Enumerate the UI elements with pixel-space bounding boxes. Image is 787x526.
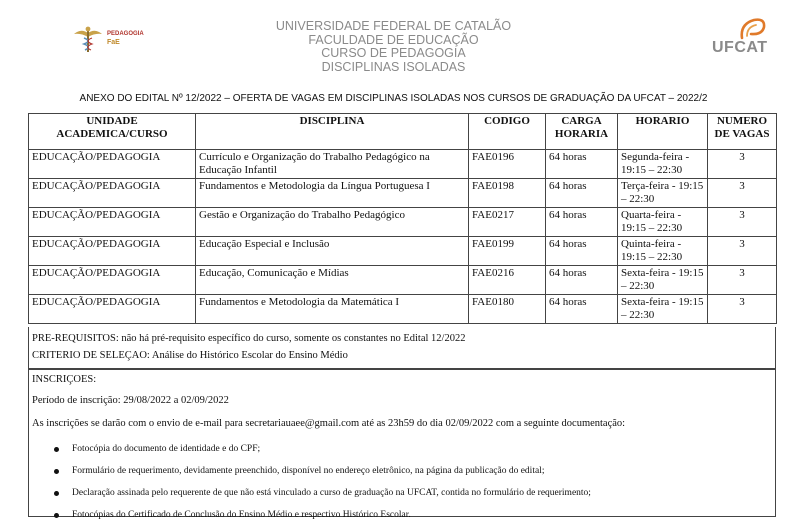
- document-text: Declaração assinada pelo requerente de que não está vinculado a curso de graduação na UFCAT, contida no formulário de requerimento;: [72, 488, 591, 498]
- cell-vagas: 3: [708, 150, 777, 179]
- cell-codigo: FAE0180: [469, 295, 546, 324]
- cell-disciplina: Currículo e Organização do Trabalho Pedagógico na Educação Infantil: [196, 150, 469, 179]
- table-row: [29, 208, 777, 237]
- bullet-icon: [54, 469, 59, 474]
- cell-codigo: FAE0199: [469, 237, 546, 266]
- list-item: [54, 462, 771, 484]
- title-course: CURSO DE PEDAGOGIA: [321, 46, 466, 60]
- cell-disciplina: Fundamentos e Metodologia da Matemática I: [196, 295, 469, 324]
- title-university: UNIVERSIDADE FEDERAL DE CATALÃO: [275, 19, 512, 33]
- table-row: [29, 237, 777, 266]
- document-text: Fotocópia do documento de identidade e do CPF;: [72, 444, 261, 454]
- cell-disciplina: Educação, Comunicação e Mídias: [196, 266, 469, 295]
- bullet-icon: [54, 447, 59, 452]
- cell-disciplina: Fundamentos e Metodologia da Língua Portuguesa I: [196, 179, 469, 208]
- cell-carga: 64 horas: [546, 295, 618, 324]
- ufcat-logo: [708, 16, 774, 60]
- logo-line-pedagogia: PEDAGOGIA: [107, 31, 144, 37]
- cell-unidade: EDUCAÇÃO/PEDAGOGIA: [29, 208, 196, 237]
- list-item: [54, 506, 771, 526]
- required-documents-list: [54, 440, 771, 526]
- header-carga: CARGA HORARIA: [546, 114, 618, 150]
- cell-codigo: FAE0198: [469, 179, 546, 208]
- cell-vagas: 3: [708, 266, 777, 295]
- registration-box: [28, 369, 776, 520]
- cell-carga: 64 horas: [546, 179, 618, 208]
- table-row: [29, 179, 777, 208]
- cell-horario: Quinta-feira - 19:15 – 22:30: [618, 237, 708, 266]
- selection-criteria-text: CRITERIO DE SELEÇAO: Análise do Histórico Escolar do Ensino Médio: [32, 350, 348, 361]
- header-horario: HORARIO: [618, 114, 708, 150]
- cell-horario: Segunda-feira - 19:15 – 22:30: [618, 150, 708, 179]
- document-header: [0, 0, 787, 84]
- registration-heading: INSCRIÇOES:: [32, 374, 97, 385]
- cell-carga: 64 horas: [546, 266, 618, 295]
- table-row: [29, 295, 777, 324]
- cell-unidade: EDUCAÇÃO/PEDAGOGIA: [29, 295, 196, 324]
- cell-vagas: 3: [708, 295, 777, 324]
- cell-horario: Terça-feira - 19:15 – 22:30: [618, 179, 708, 208]
- table-header-row: [29, 114, 777, 150]
- bullet-icon: [54, 513, 59, 518]
- list-item: [54, 484, 771, 506]
- cell-carga: 64 horas: [546, 237, 618, 266]
- list-item: [54, 440, 771, 462]
- cell-vagas: 3: [708, 237, 777, 266]
- cell-horario: Quarta-feira - 19:15 – 22:30: [618, 208, 708, 237]
- vacancies-table: [28, 113, 777, 324]
- cell-unidade: EDUCAÇÃO/PEDAGOGIA: [29, 179, 196, 208]
- title-isolated-subjects: DISCIPLINAS ISOLADAS: [321, 59, 466, 74]
- document-text: Formulário de requerimento, devidamente preenchido, disponível no endereço eletrônico, na página da publicação do edital;: [72, 466, 545, 476]
- header-disciplina: DISCIPLINA: [196, 114, 469, 150]
- institution-titles: [0, 20, 787, 74]
- header-unidade: UNIDADE ACADEMICA/CURSO: [29, 114, 196, 150]
- registration-period: Período de inscrição: 29/08/2022 a 02/09/2022: [32, 395, 229, 406]
- document-text: Fotocópias do Certificado de Conclusão do Ensino Médio e respectivo Histórico Escolar.: [72, 510, 411, 520]
- cell-vagas: 3: [708, 208, 777, 237]
- cell-carga: 64 horas: [546, 208, 618, 237]
- header-codigo: CODIGO: [469, 114, 546, 150]
- bullet-icon: [54, 491, 59, 496]
- title-faculty: FACULDADE DE EDUCAÇÃO: [308, 32, 479, 47]
- cell-horario: Sexta-feira - 19:15 – 22:30: [618, 266, 708, 295]
- cell-unidade: EDUCAÇÃO/PEDAGOGIA: [29, 266, 196, 295]
- annex-title: ANEXO DO EDITAL Nº 12/2022 – OFERTA DE VAGAS EM DISCIPLINAS ISOLADAS NOS CURSOS DE GRADUAÇÃO DA UFCAT – 2022/2: [79, 93, 708, 104]
- logo-line-fae: FaE: [107, 39, 120, 46]
- cell-vagas: 3: [708, 179, 777, 208]
- cell-codigo: FAE0217: [469, 208, 546, 237]
- cell-unidade: EDUCAÇÃO/PEDAGOGIA: [29, 150, 196, 179]
- cell-codigo: FAE0216: [469, 266, 546, 295]
- ufcat-logo-text: UFCAT: [712, 39, 768, 56]
- table-row: [29, 266, 777, 295]
- cell-horario: Sexta-feira - 19:15 – 22:30: [618, 295, 708, 324]
- cell-disciplina: Educação Especial e Inclusão: [196, 237, 469, 266]
- table-row: [29, 150, 777, 179]
- prerequisites-text: PRE-REQUISITOS: não há pré-requisito específico do curso, somente os constantes no Edital 12/2022: [32, 333, 466, 344]
- requirements-box: [28, 327, 776, 369]
- cell-unidade: EDUCAÇÃO/PEDAGOGIA: [29, 237, 196, 266]
- cell-codigo: FAE0196: [469, 150, 546, 179]
- header-vagas: NUMERO DE VAGAS: [708, 114, 777, 150]
- cell-carga: 64 horas: [546, 150, 618, 179]
- cell-disciplina: Gestão e Organização do Trabalho Pedagógico: [196, 208, 469, 237]
- registration-instructions: As inscrições se darão com o envio de e-mail para secretariauaee@gmail.com até as 23h59 do dia 02/09/2022 com a seguinte documentação:: [32, 418, 626, 429]
